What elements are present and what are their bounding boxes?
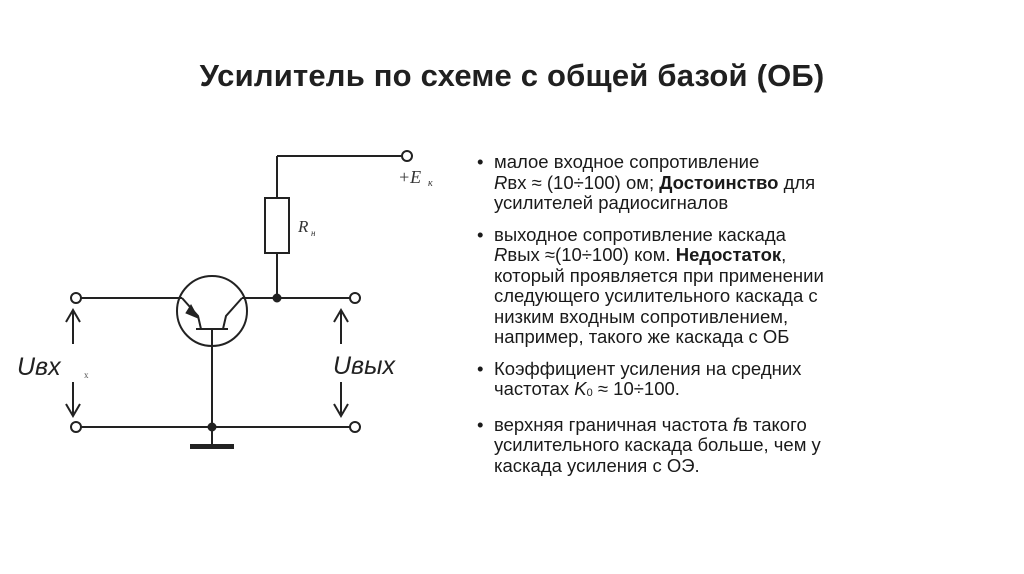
item-text: верхняя граничная частота <box>494 413 733 435</box>
list-item <box>470 152 990 214</box>
bullet-marker: • <box>477 223 484 245</box>
input-voltage-label: Uвх <box>17 353 61 381</box>
output-bottom-terminal <box>350 422 360 432</box>
resistance-symbol: R <box>494 171 508 193</box>
item-text: частотах <box>494 378 575 399</box>
item-text: ≈ 10÷100. <box>592 378 680 399</box>
output-top-terminal <box>350 293 360 303</box>
frequency-symbol: f <box>732 413 738 435</box>
item-line: усилительного каскада больше, чем у <box>494 434 821 455</box>
item-bold-term: Недостаток <box>675 244 782 265</box>
input-voltage-mark: х <box>84 370 89 380</box>
item-text: вх ≈ (10÷100) ом; <box>507 171 660 193</box>
gain-subscript: 0 <box>586 387 593 399</box>
output-voltage-label: Uвых <box>333 352 395 380</box>
item-text: , <box>781 244 787 265</box>
item-line: следующего усилительного каскада с <box>494 285 818 306</box>
resistor-label: R <box>298 217 309 236</box>
gain-symbol: K <box>574 378 587 399</box>
input-bottom-terminal <box>71 422 81 432</box>
list-item <box>470 359 990 404</box>
resistance-symbol: R <box>494 244 508 265</box>
item-bold-term: Достоинство <box>659 171 779 193</box>
transistor-collector <box>223 298 242 329</box>
load-resistor <box>265 198 289 253</box>
item-line: Коэффициент усиления на средних <box>494 357 802 379</box>
bullet-marker: • <box>477 413 484 435</box>
resistor-label-sub: н <box>311 228 316 238</box>
item-line: выходное сопротивление каскада <box>494 223 786 245</box>
item-line: малое входное сопротивление <box>494 151 760 172</box>
supply-label: +E <box>398 167 422 187</box>
list-item <box>470 415 990 477</box>
item-text: в такого <box>737 413 807 435</box>
supply-label-sub: к <box>428 178 433 189</box>
item-line: низким входным сопротивлением, <box>494 305 789 327</box>
item-line: усилителей радиосигналов <box>494 192 729 213</box>
collector-junction <box>274 295 281 302</box>
emitter-arrow <box>186 305 198 318</box>
item-text: для <box>778 171 816 193</box>
item-line: который проявляется при применении <box>494 264 824 286</box>
bullet-marker: • <box>477 151 484 172</box>
item-line: каскада усиления с ОЭ. <box>494 454 700 476</box>
slide-title: Усилитель по схеме с общей базой (ОБ) <box>199 58 825 93</box>
ground-symbol <box>190 444 234 449</box>
supply-wire <box>277 156 403 198</box>
input-top-terminal <box>71 293 81 303</box>
list-item <box>470 225 990 348</box>
property-list <box>470 152 990 487</box>
item-line: например, такого же каскада с ОБ <box>494 326 790 347</box>
bullet-marker: • <box>477 357 484 379</box>
item-text: вых ≈(10÷100) ком. <box>507 244 676 265</box>
supply-terminal <box>402 151 412 161</box>
